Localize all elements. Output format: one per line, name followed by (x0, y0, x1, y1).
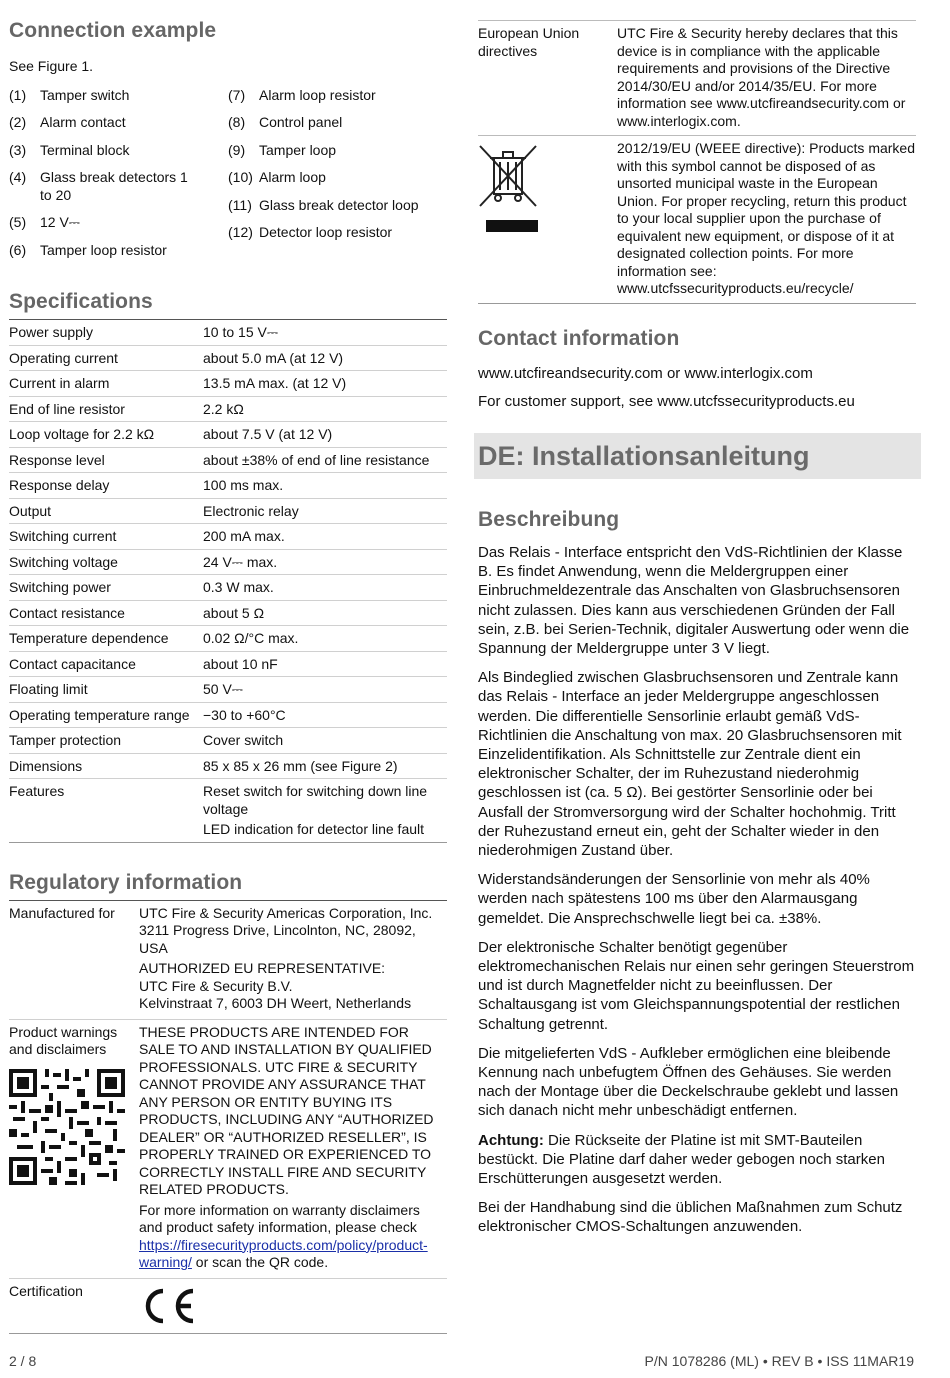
item-number: (12) (228, 224, 253, 240)
table-row (478, 136, 916, 304)
list-item (228, 114, 447, 132)
list-item (228, 169, 447, 187)
list-item (228, 142, 447, 160)
manufactured-label: Manufactured for (9, 900, 139, 1019)
de-paragraph-4: Der elektronische Schalter benötigt gegenüber elektromechanischen Relais nur einen sehr geringen Steuerstrom und ist durch Magnetfelder nicht zu beeinflussen. Der Schaltausgang ist vom Gleichspannungspotential der restlichen Schaltung getrennt. (478, 938, 915, 1033)
regulatory-heading: Regulatory information (9, 870, 243, 894)
list-item (9, 169, 228, 204)
list-item (228, 224, 447, 242)
spec-key: Current in alarm (9, 371, 203, 397)
spec-value: 13.5 mA max. (at 12 V) (203, 371, 447, 397)
page-number: 2 / 8 (9, 1353, 37, 1369)
eu-rep-address: Kelvinstraat 7, 6003 DH Weert, Netherlands (139, 995, 412, 1011)
table-row (9, 779, 447, 843)
list-item (9, 214, 228, 232)
spec-value: 100 ms max. (203, 473, 447, 499)
table-row (478, 21, 916, 136)
table-row (9, 900, 447, 1019)
ce-mark-icon (139, 1285, 199, 1327)
directives-label: European Union directives (478, 21, 617, 136)
table-row (9, 447, 447, 473)
item-text: Tamper loop (259, 141, 337, 158)
feature-item: LED indication for detector line fault (203, 821, 425, 837)
table-row (9, 371, 447, 397)
item-text: Glass break detectors 1 to 20 (40, 169, 188, 203)
warranty-text: For more information on warranty disclaimers and product safety information, please check (139, 1201, 420, 1235)
item-text: Glass break detector loop (259, 196, 419, 213)
spec-value: 10 to 15 V⎓ (203, 320, 447, 346)
spec-key: End of line resistor (9, 396, 203, 422)
table-row (9, 702, 447, 728)
certification-label: Certification (9, 1278, 139, 1333)
list-item (9, 142, 228, 160)
de-paragraph-1: Das Relais - Interface entspricht den VdS-Richtlinien der Klasse B. Es findet Anwendung, wenn die Meldergruppen einer Einbruchmeldezentrale das Anschalten von Glasbruchsensoren nicht zulassen. Dies kann aus verschiedenen Gründen der Fall sein, z.B. bei Serien-Technik, digitaler Auswertung oder wenn die Spannung der Meldergruppe unter 3 V liegt. (478, 543, 910, 657)
certification-cell (139, 1278, 447, 1333)
warnings-cell (139, 1019, 447, 1278)
list-item (228, 87, 447, 105)
spec-key: Loop voltage for 2.2 kΩ (9, 422, 203, 448)
spec-value: about 10 nF (203, 651, 447, 677)
spec-key: Operating current (9, 345, 203, 371)
table-row (9, 396, 447, 422)
specifications-heading: Specifications (9, 290, 153, 313)
item-number: (7) (228, 86, 246, 103)
spec-value (203, 779, 447, 843)
table-row (9, 320, 447, 346)
achtung-text: Die Rückseite der Platine ist mit SMT-Bauteilen bestückt. Die Platine darf daher weder gebogen noch starken Erschütterungen ausgesetzt werden. (478, 1131, 885, 1187)
spec-key: Temperature dependence (9, 626, 203, 652)
specifications-table (9, 319, 447, 843)
spec-key: Features (9, 779, 203, 843)
spec-value: 200 mA max. (203, 524, 447, 550)
table-row (9, 524, 447, 550)
qr-code-icon[interactable] (9, 1069, 125, 1185)
warnings-text: THESE PRODUCTS ARE INTENDED FOR SALE TO AND INSTALLATION BY QUALIFIED PROFESSIONALS. UTC FIRE & SECURITY CANNOT PROVIDE ANY ASSURANCE THAT ANY PERSON OR ENTITY BUYING ITS PRODUCTS, INCLUDING ANY “AUTHORIZED DEALER” OR “AUTHORIZED RESELLER”, IS PROPERLY TRAINED OR EXPERIENCED TO CORRECTLY INSTALL FIRE AND SECURITY RELATED PRODUCTS. (139, 1023, 434, 1197)
spec-value: Cover switch (203, 728, 447, 754)
item-text: Tamper switch (40, 86, 130, 103)
spec-key: Tamper protection (9, 728, 203, 754)
spec-value: about 7.5 V (at 12 V) (203, 422, 447, 448)
contact-line-1: www.utcfireandsecurity.com or www.interlogix.com (478, 364, 813, 382)
de-paragraph-2: Als Bindeglied zwischen Glasbruchsensoren und Zentrale kann das Relais - Interface an jeder Meldergruppe angeschlossen werden. Die differentielle Sensorlinie erlaubt gemäß VdS-Richtlinien die Anschaltung von max. 20 Glasbruchsensoren mit Einzelidentifikation. Als Schnittstelle zur Zentrale dient ein elektronischer Schalter, der im Ruhezustand niederohmig geschlossen ist (ca. 5 Ω). Bei gestörter Sensorlinie oder bei Ausfall der Stromversorgung wird der Schalter hochohmig. Tritt der Ruhezustand erneut ein, geht der Schalter wieder in den niederohmigen Zustand über. (478, 669, 902, 859)
spec-value: about ±38% of end of line resistance (203, 447, 447, 473)
item-text: Detector loop resistor (259, 224, 393, 240)
contact-line-2: For customer support, see www.utcfssecurityproducts.eu (478, 392, 855, 410)
spec-key: Power supply (9, 320, 203, 346)
spec-key: Output (9, 498, 203, 524)
connection-legend-right (228, 87, 447, 270)
spec-key: Contact capacitance (9, 651, 203, 677)
de-paragraph-5: Die mitgelieferten VdS - Aufkleber ermöglichen eine bleibende Kennung nach unbefugtem Öffnen des Gehäuses. Sie werden nach der Montage über die Deckelschraube geklebt und lassen sich danach nicht mehr unbeschädigt entfernen. (478, 1044, 899, 1120)
warnings-label-cell (9, 1019, 139, 1278)
table-row (9, 626, 447, 652)
spec-key: Switching voltage (9, 549, 203, 575)
spec-value: Electronic relay (203, 498, 447, 524)
part-number: P/N 1078286 (ML) • REV B • ISS 11MAR19 (644, 1353, 914, 1369)
spec-key: Switching current (9, 524, 203, 550)
feature-item: Reset switch for switching down line voltage (203, 783, 428, 817)
regulatory-table (9, 900, 447, 1334)
table-row (9, 651, 447, 677)
spec-key: Response delay (9, 473, 203, 499)
item-text: Control panel (259, 114, 343, 130)
item-number: (8) (228, 114, 246, 130)
table-row (9, 549, 447, 575)
spec-value: 50 V⎓ (203, 677, 447, 703)
list-item (9, 87, 228, 105)
item-number: (1) (9, 86, 27, 103)
weee-bin-icon (478, 142, 538, 238)
item-number: (2) (9, 114, 27, 130)
item-text: Alarm loop (259, 169, 326, 185)
item-number: (11) (228, 196, 252, 213)
item-text: 12 V⎓ (40, 214, 80, 230)
right-column (478, 20, 916, 1247)
manufacturer-cell (139, 900, 447, 1019)
eu-rep-name: UTC Fire & Security B.V. (139, 977, 293, 994)
spec-key: Switching power (9, 575, 203, 601)
spec-value: 24 V⎓ max. (203, 549, 447, 575)
table-row (9, 728, 447, 754)
list-item (9, 242, 228, 260)
item-text: Alarm loop resistor (259, 86, 376, 103)
item-text: Terminal block (40, 141, 130, 158)
item-text: Tamper loop resistor (40, 241, 167, 258)
de-paragraph-6 (478, 1131, 916, 1189)
table-row (9, 473, 447, 499)
connection-legend (9, 87, 447, 270)
eu-table (478, 20, 916, 304)
spec-value: 85 x 85 x 26 mm (see Figure 2) (203, 753, 447, 779)
achtung-label: Achtung: (478, 1131, 544, 1149)
table-row (9, 498, 447, 524)
spec-key: Operating temperature range (9, 702, 203, 728)
spec-value: about 5.0 mA (at 12 V) (203, 345, 447, 371)
list-item (9, 114, 228, 132)
left-column (9, 18, 447, 1334)
connection-intro: See Figure 1. (9, 58, 94, 74)
table-row (9, 575, 447, 601)
spec-value: −30 to +60°C (203, 702, 447, 728)
spec-key: Response level (9, 447, 203, 473)
item-number: (5) (9, 214, 27, 230)
spec-key: Contact resistance (9, 600, 203, 626)
de-paragraph-3: Widerstandsänderungen der Sensorlinie von mehr als 40% werden nach spätestens 100 ms über den Alarmausgang gemeldet. Die Ansprechschwelle liegt bei ca. ±38%. (478, 871, 870, 927)
table-row (9, 345, 447, 371)
spec-key: Dimensions (9, 753, 203, 779)
weee-icon-cell (478, 136, 617, 304)
connection-legend-left (9, 87, 228, 270)
spec-value: 2.2 kΩ (203, 396, 447, 422)
item-number: (9) (228, 141, 246, 158)
warranty-suffix: or scan the QR code. (191, 1254, 329, 1270)
connection-heading: Connection example (9, 19, 217, 42)
spec-value: about 5 Ω (203, 600, 447, 626)
beschreibung-heading: Beschreibung (478, 507, 620, 531)
warnings-label: Product warnings and disclaimers (9, 1023, 118, 1057)
table-row (9, 1019, 447, 1278)
item-text: Alarm contact (40, 114, 126, 130)
de-paragraph-7: Bei der Handhabung sind die üblichen Maßnahmen zum Schutz elektronischer CMOS-Schaltungen anzuwenden. (478, 1199, 903, 1236)
table-row (9, 677, 447, 703)
table-row (9, 1278, 447, 1333)
spec-value: 0.3 W max. (203, 575, 447, 601)
item-number: (3) (9, 141, 27, 158)
table-row (9, 753, 447, 779)
item-number: (10) (228, 169, 253, 185)
spec-key: Floating limit (9, 677, 203, 703)
directives-text: UTC Fire & Security hereby declares that this device is in compliance with the applicable requirements and provisions of the Directive 2014/30/EU and/or 2014/35/EU. For more information see www.utcfireandsecurity.com or www.interlogix.com. (617, 21, 916, 136)
list-item (228, 197, 447, 215)
warranty-text-block (139, 1202, 447, 1272)
weee-text: 2012/19/EU (WEEE directive): Products marked with this symbol cannot be disposed of as unsorted municipal waste in the European Union. For proper recycling, return this product to your local supplier upon the purchase of equivalent new equipment, or dispose of it at designated collection points. For more information see: www.utcfssecurityproducts.eu/recycle/ (617, 136, 916, 304)
manufacturer-address: 3211 Progress Drive, Lincolnton, NC, 28092, USA (139, 922, 416, 956)
spec-value: 0.02 Ω/°C max. (203, 626, 447, 652)
eu-rep-title: AUTHORIZED EU REPRESENTATIVE: (139, 960, 386, 976)
contact-heading: Contact information (478, 326, 680, 350)
manufacturer-name: UTC Fire & Security Americas Corporation, Inc. (139, 904, 433, 921)
table-row (9, 422, 447, 448)
item-number: (4) (9, 169, 27, 185)
de-banner: DE: Installationsanleitung (474, 433, 921, 479)
item-number: (6) (9, 241, 27, 258)
table-row (9, 600, 447, 626)
warranty-link[interactable]: https://firesecurityproducts.com/policy/product-warning/ (139, 1236, 428, 1270)
